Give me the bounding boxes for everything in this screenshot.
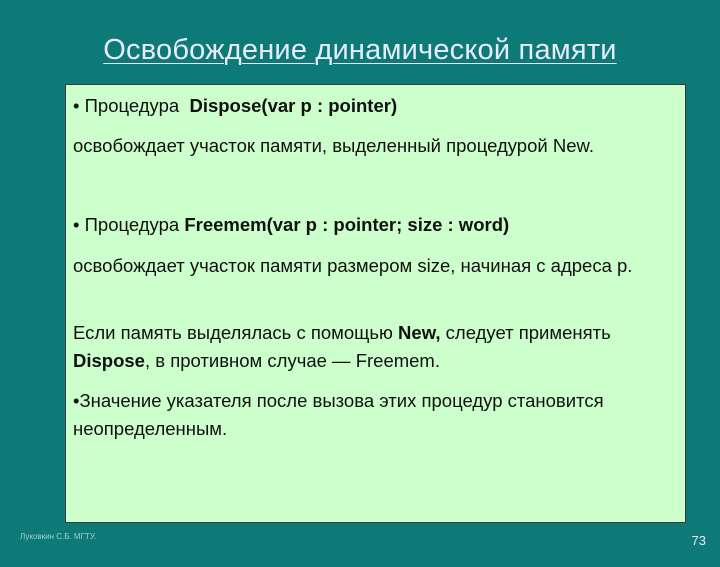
freemem-signature: Freemem(var p : pointer; size : word) [184,214,510,235]
paragraph-dispose-heading [73,92,675,120]
paragraph-usage-rule [73,319,675,375]
bullet-prefix: • Процедура [73,95,190,116]
footer-author: Луковкин С.Б. МГТУ. [20,532,97,541]
usage-rule-new: New, [398,322,441,343]
dispose-signature: Dispose(var p : pointer) [189,95,398,116]
paragraph-freemem-description [73,252,675,280]
freemem-description-text: освобождает участок памяти размером size, начиная с адреса p. [73,255,633,276]
content-box [65,84,686,523]
usage-rule-dispose: Dispose [73,350,145,371]
page-number: 73 [691,533,706,548]
paragraph-pointer-value [73,387,675,443]
dispose-description-text: освобождает участок памяти, выделенный процедурой New. [73,135,594,156]
usage-rule-part1: Если память выделялась с помощью [73,322,399,343]
pointer-value-text: •Значение указателя после вызова этих процедур становится неопределенным. [73,390,604,439]
usage-rule-part2: следует применять [440,322,611,343]
usage-rule-part3: , в противном случае — Freemem. [144,350,440,371]
paragraph-dispose-description [73,132,675,160]
slide-title: Освобождение динамической памяти [103,34,617,66]
paragraph-freemem-heading [73,211,675,239]
bullet-prefix: • Процедура [73,214,185,235]
